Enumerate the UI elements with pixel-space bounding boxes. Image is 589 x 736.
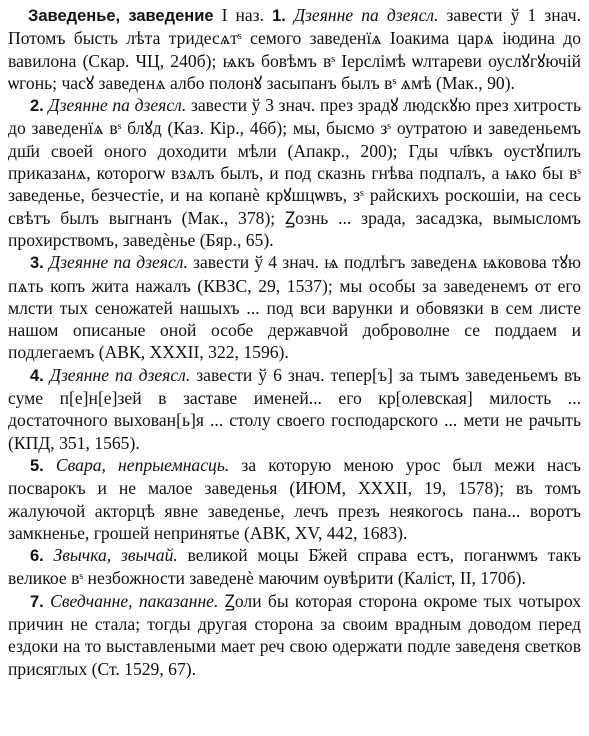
sense-definition: Сведчанне, паказанне. xyxy=(50,590,219,611)
sense-number: 3. xyxy=(30,254,44,273)
sense-body: завести ў 1 знач. Потомъ бысть лѣта тридесѧтˢ семого заведенїѧ Іоакима царѧ іюдина до вавилона (Скар. ЧЦ, 240б); ѩкъ бовѣмъ вˢ Іерслімѣ ѡлтареви оуслꙋгꙋючій ѡгонь; часꙋ заведенѧ албо полонꙋ засыпанъ былъ вˢ ѧмѣ (Мак., 90). xyxy=(8,5,581,93)
sense-definition: Дзеянне па дзеясл. xyxy=(49,364,191,385)
sense-number: 1. xyxy=(272,7,286,25)
sense-6 xyxy=(8,544,581,590)
sense-body: великой моцы Б҃жей справа естъ, поганѡмъ такъ великое вˢ незбожности заведенѐ маючим оувѣрити (Каліст, II, 170б). xyxy=(8,545,581,589)
sense-body: завести ў 3 знач. през зрадꙋ людскꙋю през хитрость до заведенїѧ вˢ блꙋд (Каз. Кір., 46б); мы, бысмо зˢ оутратою и заведеньемъ дш҃и своей оного доходити мѣли (Апакр., 200); Гды чл҃вкъ оустꙋпилъ приказанѧ, которогѡ взѧлъ былъ, и под сказнь гнѣва подпалъ, а ѩко бы вˢ заведенье, безчестіе, и на копанѐ крꙋшцѡвъ, зˢ райскихъ роскошіи, на сесь свѣтъ былъ выгнанъ (Мак., 378); Ꙁознь ... зрада, засадзка, вымысломъ прохирствомъ, заведѐнье (Бяр., 65). xyxy=(8,95,581,250)
grammar-note: I наз. xyxy=(213,5,273,25)
sense-5 xyxy=(8,454,581,544)
sense-number: 4. xyxy=(30,366,44,385)
sense-definition: Звычка, звычай. xyxy=(53,545,178,566)
sense-definition: Дзеянне па дзеясл. xyxy=(48,95,187,116)
sense-body: завести ў 6 знач. тепер[ъ] за тымъ заведеньемъ въ суме п[е]н[е]зей в заставе именей... его кр[олевская] милость ... достаточного выхован[ь]я ... столу своего господарского ... мети не рачыть (КПД, 351, 1565). xyxy=(8,364,581,453)
sense-definition: Дзеянне па дзеясл. xyxy=(48,252,188,273)
sense-number: 5. xyxy=(30,456,44,475)
sense-body: за которую меною урос был межи насъ посварокъ и не малое заведенья (ИЮМ, XXXII, 19, 1578); въ томъ жалуючой акторцѣ явне заведенье, лечъ презъ неякогось пана... воротъ замкненье, грошей непринятье (АВК, XV, 442, 1683). xyxy=(8,454,581,543)
sense-definition: Свара, непрыемнасць. xyxy=(55,454,230,475)
sense-3 xyxy=(8,251,581,363)
sense-number: 2. xyxy=(30,97,44,116)
sense-body: Ꙁоли бы которая сторона окроме тых чотырох причин не стала; тогды другая сторона за своим врадным доводом перед ездоки на то выставлеными мает реч свою одержати подле заведеня светков присяглых (Ст. 1529, 67). xyxy=(8,590,581,679)
headword: Заведенье, заведение xyxy=(28,7,214,25)
sense-number: 7. xyxy=(30,592,44,611)
sense-number: 6. xyxy=(30,547,44,566)
sense-definition: Дзеянне па дзеясл. xyxy=(293,5,439,25)
sense-7 xyxy=(8,590,581,680)
sense-body: завести ў 4 знач. ѩ подлѣгъ заведенѧ ѩковова тꙋю пѧть копъ жита нажалъ (КВЗС, 29, 1537); мы особы за заведенемъ от его млсти тых сеножатей нашыхъ ... под вси варунки и обовязки в сем листе нашом описаные оной особе державчой доброволне се поддаем и подлегаемъ (АВК, XXXII, 322, 1596). xyxy=(8,252,581,363)
sense-4 xyxy=(8,364,581,454)
sense-1 xyxy=(8,4,581,94)
sense-2 xyxy=(8,94,581,251)
